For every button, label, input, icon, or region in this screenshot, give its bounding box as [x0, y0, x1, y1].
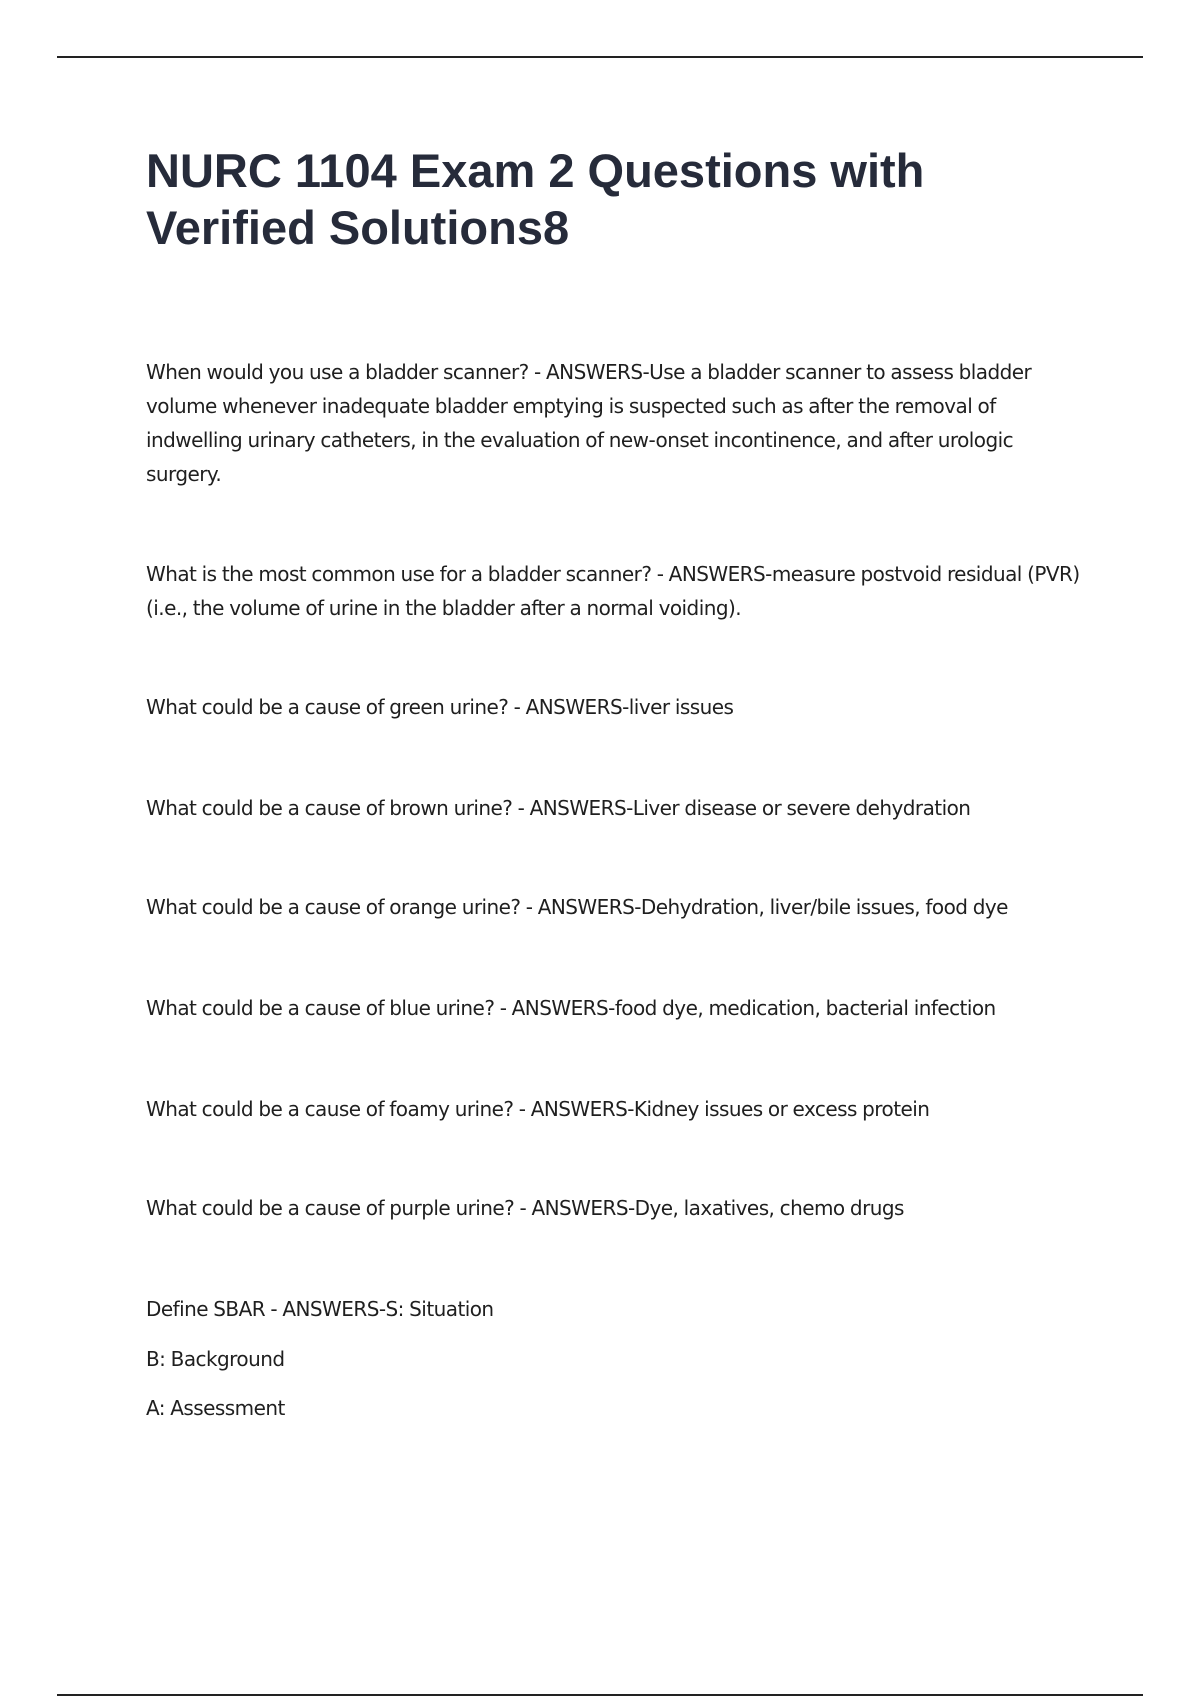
- qa-item-brown-urine: What could be a cause of brown urine? - ANSWERS-Liver disease or severe dehydration: [146, 796, 971, 820]
- document-title: NURC 1104 Exam 2 Questions with Verified Solutions8: [146, 144, 925, 254]
- qa-item-purple-urine: What could be a cause of purple urine? - ANSWERS-Dye, laxatives, chemo drugs: [146, 1196, 904, 1220]
- top-rule: [57, 56, 1143, 58]
- qa-item-orange-urine: What could be a cause of orange urine? - ANSWERS-Dehydration, liver/bile issues, food dye: [146, 895, 1008, 919]
- qa-item-bladder-scanner-use: When would you use a bladder scanner? - ANSWERS-Use a bladder scanner to assess bladder volume whenever inadequate bladder emptying is suspected such as after the removal of indwelling urinary catheters, in the evaluation of new-onset incontinence, and after urologic surgery.: [146, 360, 1032, 486]
- qa-item-sbar-situation: Define SBAR - ANSWERS-S: Situation: [146, 1297, 494, 1321]
- sbar-assessment-line: A: Assessment: [146, 1396, 285, 1420]
- bottom-rule: [57, 1694, 1143, 1696]
- qa-item-green-urine: What could be a cause of green urine? - ANSWERS-liver issues: [146, 695, 734, 719]
- qa-item-bladder-scanner-common-use: What is the most common use for a bladder scanner? - ANSWERS-measure postvoid residual (PVR) (i.e., the volume of urine in the bladder after a normal voiding).: [146, 562, 1080, 620]
- qa-item-blue-urine: What could be a cause of blue urine? - ANSWERS-food dye, medication, bacterial infection: [146, 996, 996, 1020]
- qa-item-foamy-urine: What could be a cause of foamy urine? - ANSWERS-Kidney issues or excess protein: [146, 1097, 930, 1121]
- sbar-background-line: B: Background: [146, 1347, 285, 1371]
